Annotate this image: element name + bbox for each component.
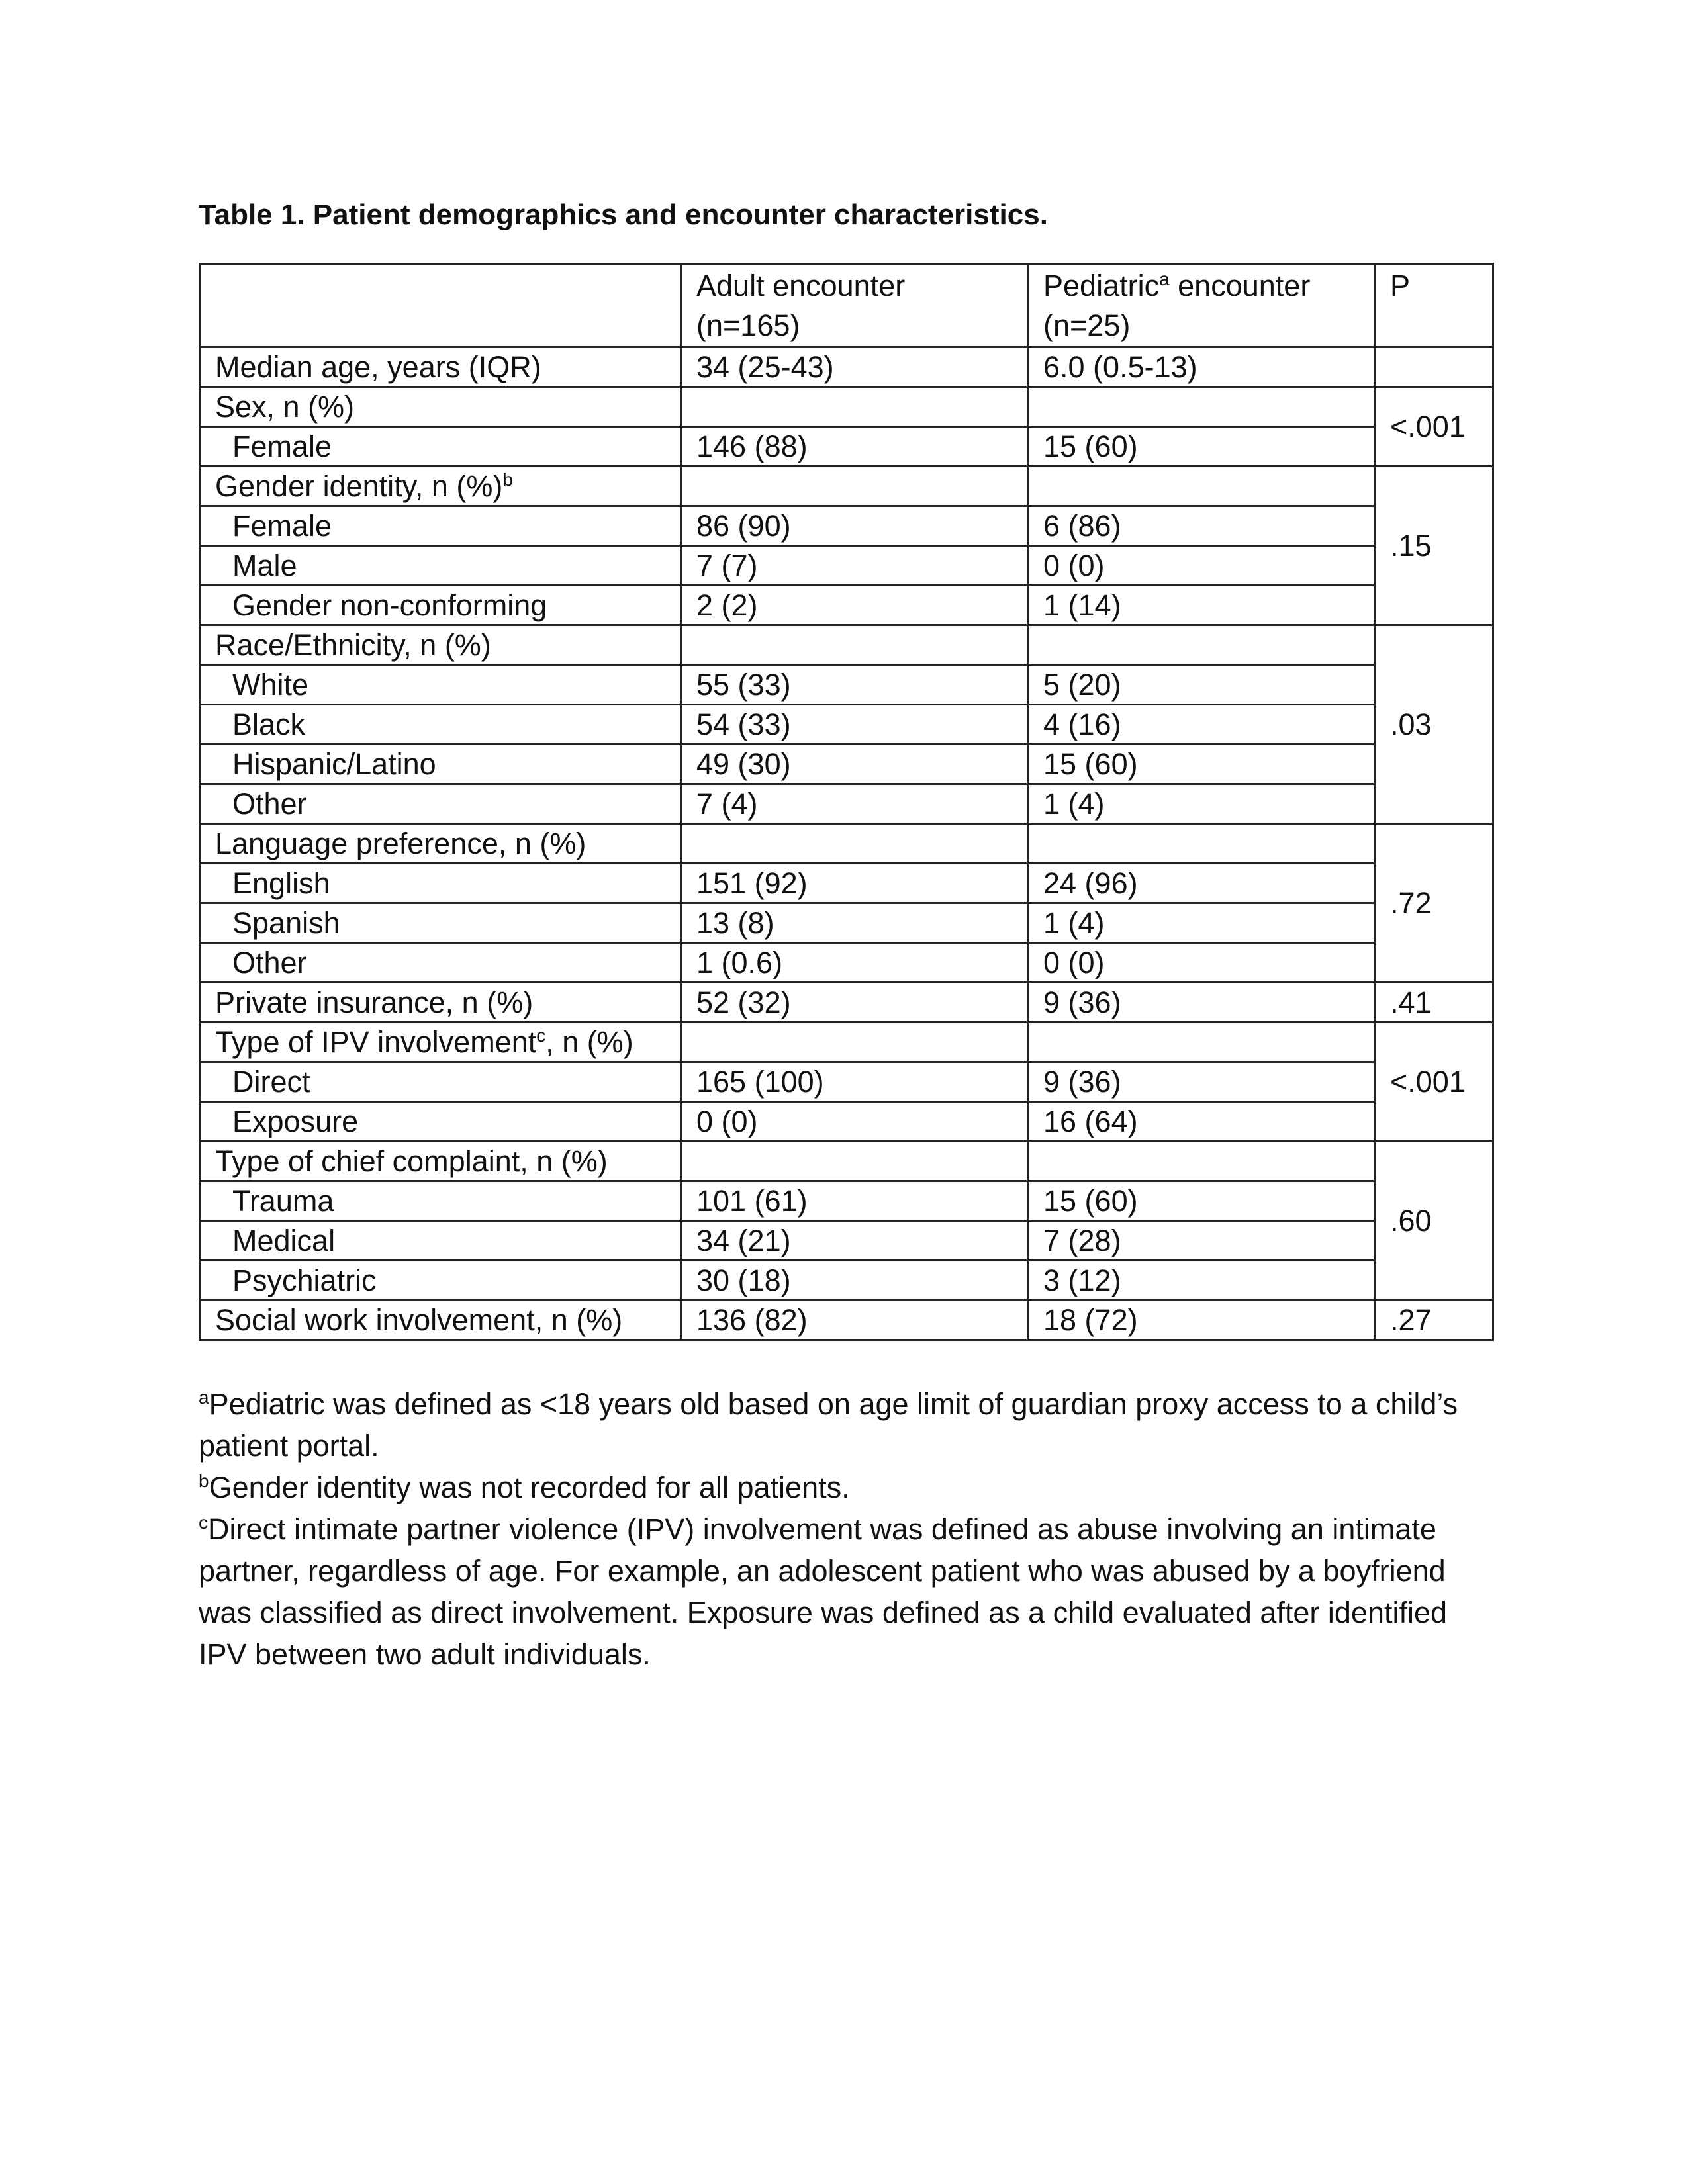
table-caption: Table 1. Patient demographics and encounter characteristics.	[199, 199, 1048, 231]
table-row: Type of chief complaint, n (%) .60	[200, 1142, 1493, 1181]
p-value: <.001	[1375, 1023, 1493, 1142]
header-empty	[200, 264, 681, 347]
table-row: Spanish 13 (8) 1 (4)	[200, 903, 1493, 943]
table-row: Gender non-conforming 2 (2) 1 (14)	[200, 586, 1493, 625]
footnote-c: $^c$Direct intimate partner violence (IPV) involvement was defined as abuse involving an intimate partner, regardless of age. For example, an adolescent patient who was abused by a boyfriend was classified as direct involvement. Exposure was defined as a child evaluated after identified IPV between two adult individuals.	[199, 1512, 1448, 1671]
table-row: English 151 (92) 24 (96)	[200, 864, 1493, 903]
table-row: Female 146 (88) 15 (60)	[200, 427, 1493, 467]
p-value: <.001	[1375, 387, 1493, 467]
table-row: Sex, n (%) <.001	[200, 387, 1493, 427]
table-row: Hispanic/Latino 49 (30) 15 (60)	[200, 745, 1493, 784]
table-row: Other 1 (0.6) 0 (0)	[200, 943, 1493, 983]
table-row: Male 7 (7) 0 (0)	[200, 546, 1493, 586]
table-row: Type of IPV involvement$^c$, n (%) <.001	[200, 1023, 1493, 1062]
header-adult: Adult encounter (n=165)	[681, 264, 1028, 347]
table-row: Race/Ethnicity, n (%) .03	[200, 625, 1493, 665]
footnote-a: $^a$Pediatric was defined as <18 years old based on age limit of guardian proxy access to a child’s patient portal.	[199, 1387, 1458, 1463]
table-row: Medical 34 (21) 7 (28)	[200, 1221, 1493, 1261]
table-header-row	[200, 264, 1493, 347]
p-value: .03	[1375, 625, 1493, 824]
footnote-b: $^b$Gender identity was not recorded for all patients.	[199, 1471, 850, 1504]
p-value: .60	[1375, 1142, 1493, 1300]
table-row: Direct 165 (100) 9 (36)	[200, 1062, 1493, 1102]
table-row: Exposure 0 (0) 16 (64)	[200, 1102, 1493, 1142]
table-row: Other 7 (4) 1 (4)	[200, 784, 1493, 824]
table-row: Median age, years (IQR) 34 (25-43) 6.0 (0.5-13)	[200, 347, 1493, 387]
header-p: P	[1375, 264, 1493, 347]
table-row: White 55 (33) 5 (20)	[200, 665, 1493, 705]
table-row: Language preference, n (%) .72	[200, 824, 1493, 864]
header-pediatric: Pediatric$^a$ encounter (n=25)	[1028, 264, 1375, 347]
p-value: .15	[1375, 467, 1493, 625]
table-row: Trauma 101 (61) 15 (60)	[200, 1181, 1493, 1221]
table-row: Psychiatric 30 (18) 3 (12)	[200, 1261, 1493, 1300]
table-row: Social work involvement, n (%) 136 (82) 18 (72) .27	[200, 1300, 1493, 1340]
p-value: .41	[1375, 983, 1493, 1023]
p-value: .27	[1375, 1300, 1493, 1340]
footnotes	[199, 1383, 1496, 1675]
table-row: Black 54 (33) 4 (16)	[200, 705, 1493, 745]
demographics-table	[199, 263, 1494, 1341]
table-row: Gender identity, n (%)$^b$ .15	[200, 467, 1493, 506]
table-row: Female 86 (90) 6 (86)	[200, 506, 1493, 546]
p-value: .72	[1375, 824, 1493, 983]
table-row: Private insurance, n (%) 52 (32) 9 (36) .41	[200, 983, 1493, 1023]
